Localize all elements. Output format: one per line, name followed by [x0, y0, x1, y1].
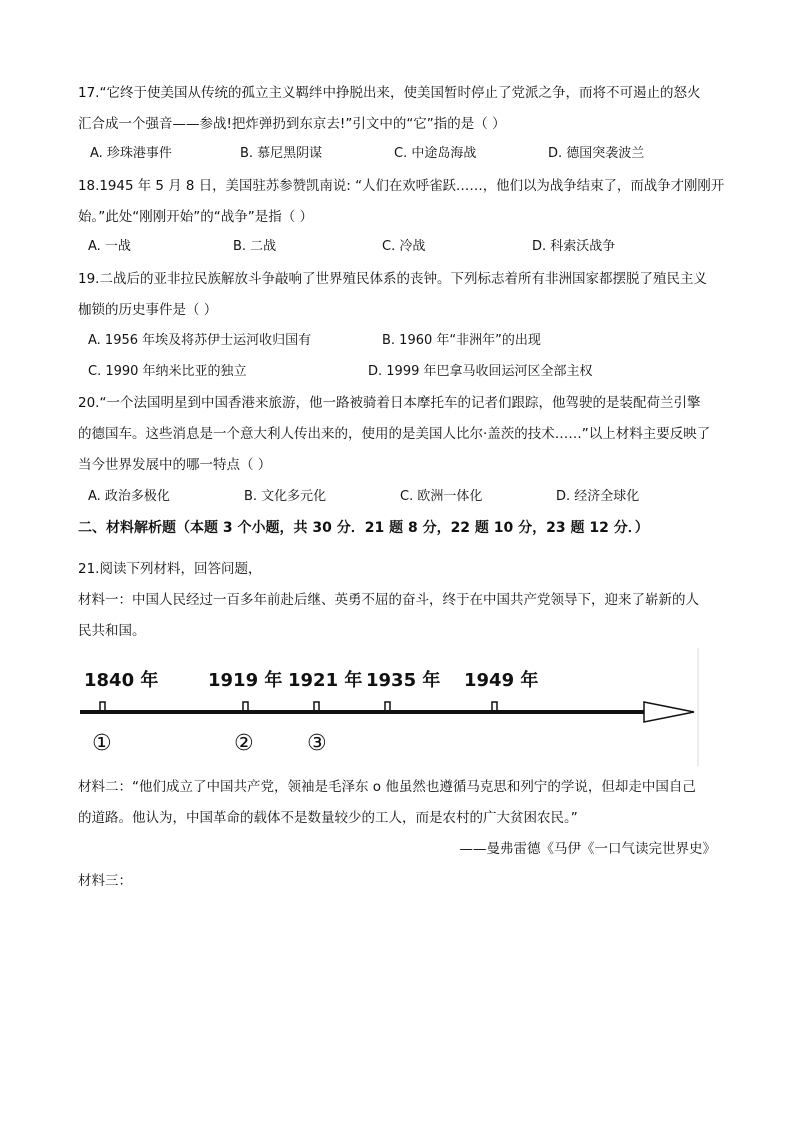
q17-option-c: C. 中途岛海战: [394, 146, 477, 161]
timeline-marker-1: ①: [92, 731, 112, 756]
q17-option-d: D. 德国突袭波兰: [548, 146, 645, 161]
timeline-year-1949: 1949 年: [464, 670, 539, 691]
timeline-year-1935: 1935 年: [366, 670, 441, 691]
q18-stem-line2: 始。”此处“刚刚开始”的“战争”是指（ ）: [78, 209, 314, 225]
timeline-year-1919: 1919 年: [208, 670, 283, 691]
q18-option-d: D. 科索沃战争: [532, 239, 616, 254]
q21-material3-label: 材料三：: [78, 873, 132, 889]
timeline-figure: [78, 648, 702, 766]
q19-option-c: C. 1990 年纳米比亚的独立: [88, 364, 247, 379]
q20-option-d: D. 经济全球化: [556, 489, 640, 504]
q21-material1-line2: 民共和国。: [78, 623, 146, 639]
timeline-marker-3: ③: [307, 731, 327, 756]
q19-option-b: B. 1960 年“非洲年”的出现: [382, 333, 541, 348]
q18-stem-line1: 18.1945 年 5 月 8 日，美国驻苏参赞凯南说: “人们在欢呼雀跃……，他们以为战争结束了，而战争才刚刚开: [78, 178, 725, 194]
q19-stem-line1: 19.二战后的亚非拉民族解放斗争敲响了世界殖民体系的丧钟。下列标志着所有非洲国家都摆脱了殖民主义: [78, 271, 707, 287]
timeline-year-1840: 1840 年: [84, 670, 159, 691]
q21-material2-line2: 的道路。他认为，中国革命的载体不是数量较少的工人，而是农村的广大贫困农民。”: [78, 810, 578, 826]
timeline-year-1921: 1921 年: [288, 670, 363, 691]
q17-stem-line2: 汇合成一个强音——参战!把炸弹扔到东京去!”引文中的“它”指的是（ ）: [78, 116, 506, 132]
q21-material1-line1: 材料一：中国人民经过一百多年前赴后继、英勇不屈的奋斗，终于在中国共产党领导下，迎来了崭新的人: [78, 592, 699, 608]
q20-stem-line2: 的德国车。这些消息是一个意大利人传出来的，使用的是美国人比尔·盖茨的技术……”以上材料主要反映了: [78, 426, 711, 442]
q18-option-c: C. 冷战: [382, 239, 426, 254]
q18-option-b: B. 二战: [233, 239, 277, 254]
q21-intro: 21.阅读下列材料，回答问题，: [78, 561, 262, 577]
q20-option-a: A. 政治多极化: [88, 489, 170, 504]
q21-material2-source: ——曼弗雷德《马伊《一口气读完世界史》: [459, 841, 716, 857]
timeline-marker-2: ②: [234, 731, 254, 756]
q20-option-c: C. 欧洲一体化: [400, 489, 483, 504]
q17-option-a: A. 珍珠港事件: [90, 146, 172, 161]
q20-option-b: B. 文化多元化: [244, 489, 327, 504]
q20-stem-line3: 当今世界发展中的哪一特点（ ）: [78, 457, 272, 473]
section-heading: 二、材料解析题（本题 3 个小题，共 30 分．21 题 8 分，22 题 10 分，23 题 12 分．）: [78, 520, 649, 536]
q19-option-a: A. 1956 年埃及将苏伊士运河收归国有: [88, 333, 312, 348]
q17-stem-line1: 17.“它终于使美国从传统的孤立主义羁绊中挣脱出来，使美国暂时停止了党派之争，而将不可遏止的怒火: [78, 85, 701, 101]
q19-stem-line2: 枷锁的历史事件是（ ）: [78, 302, 218, 318]
q17-option-b: B. 慕尼黑阴谋: [240, 146, 323, 161]
q20-stem-line1: 20.“一个法国明星到中国香港来旅游，他一路被骑着日本摩托车的记者们跟踪，他驾驶的是装配荷兰引擎: [78, 395, 701, 411]
q19-option-d: D. 1999 年巴拿马收回运河区全部主权: [368, 364, 593, 379]
q21-material2-line1: 材料二：“他们成立了中国共产党，领袖是毛泽东 o 他虽然也遵循马克思和列宁的学说，但却走中国自己: [78, 779, 696, 795]
q18-option-a: A. 一战: [88, 239, 131, 254]
